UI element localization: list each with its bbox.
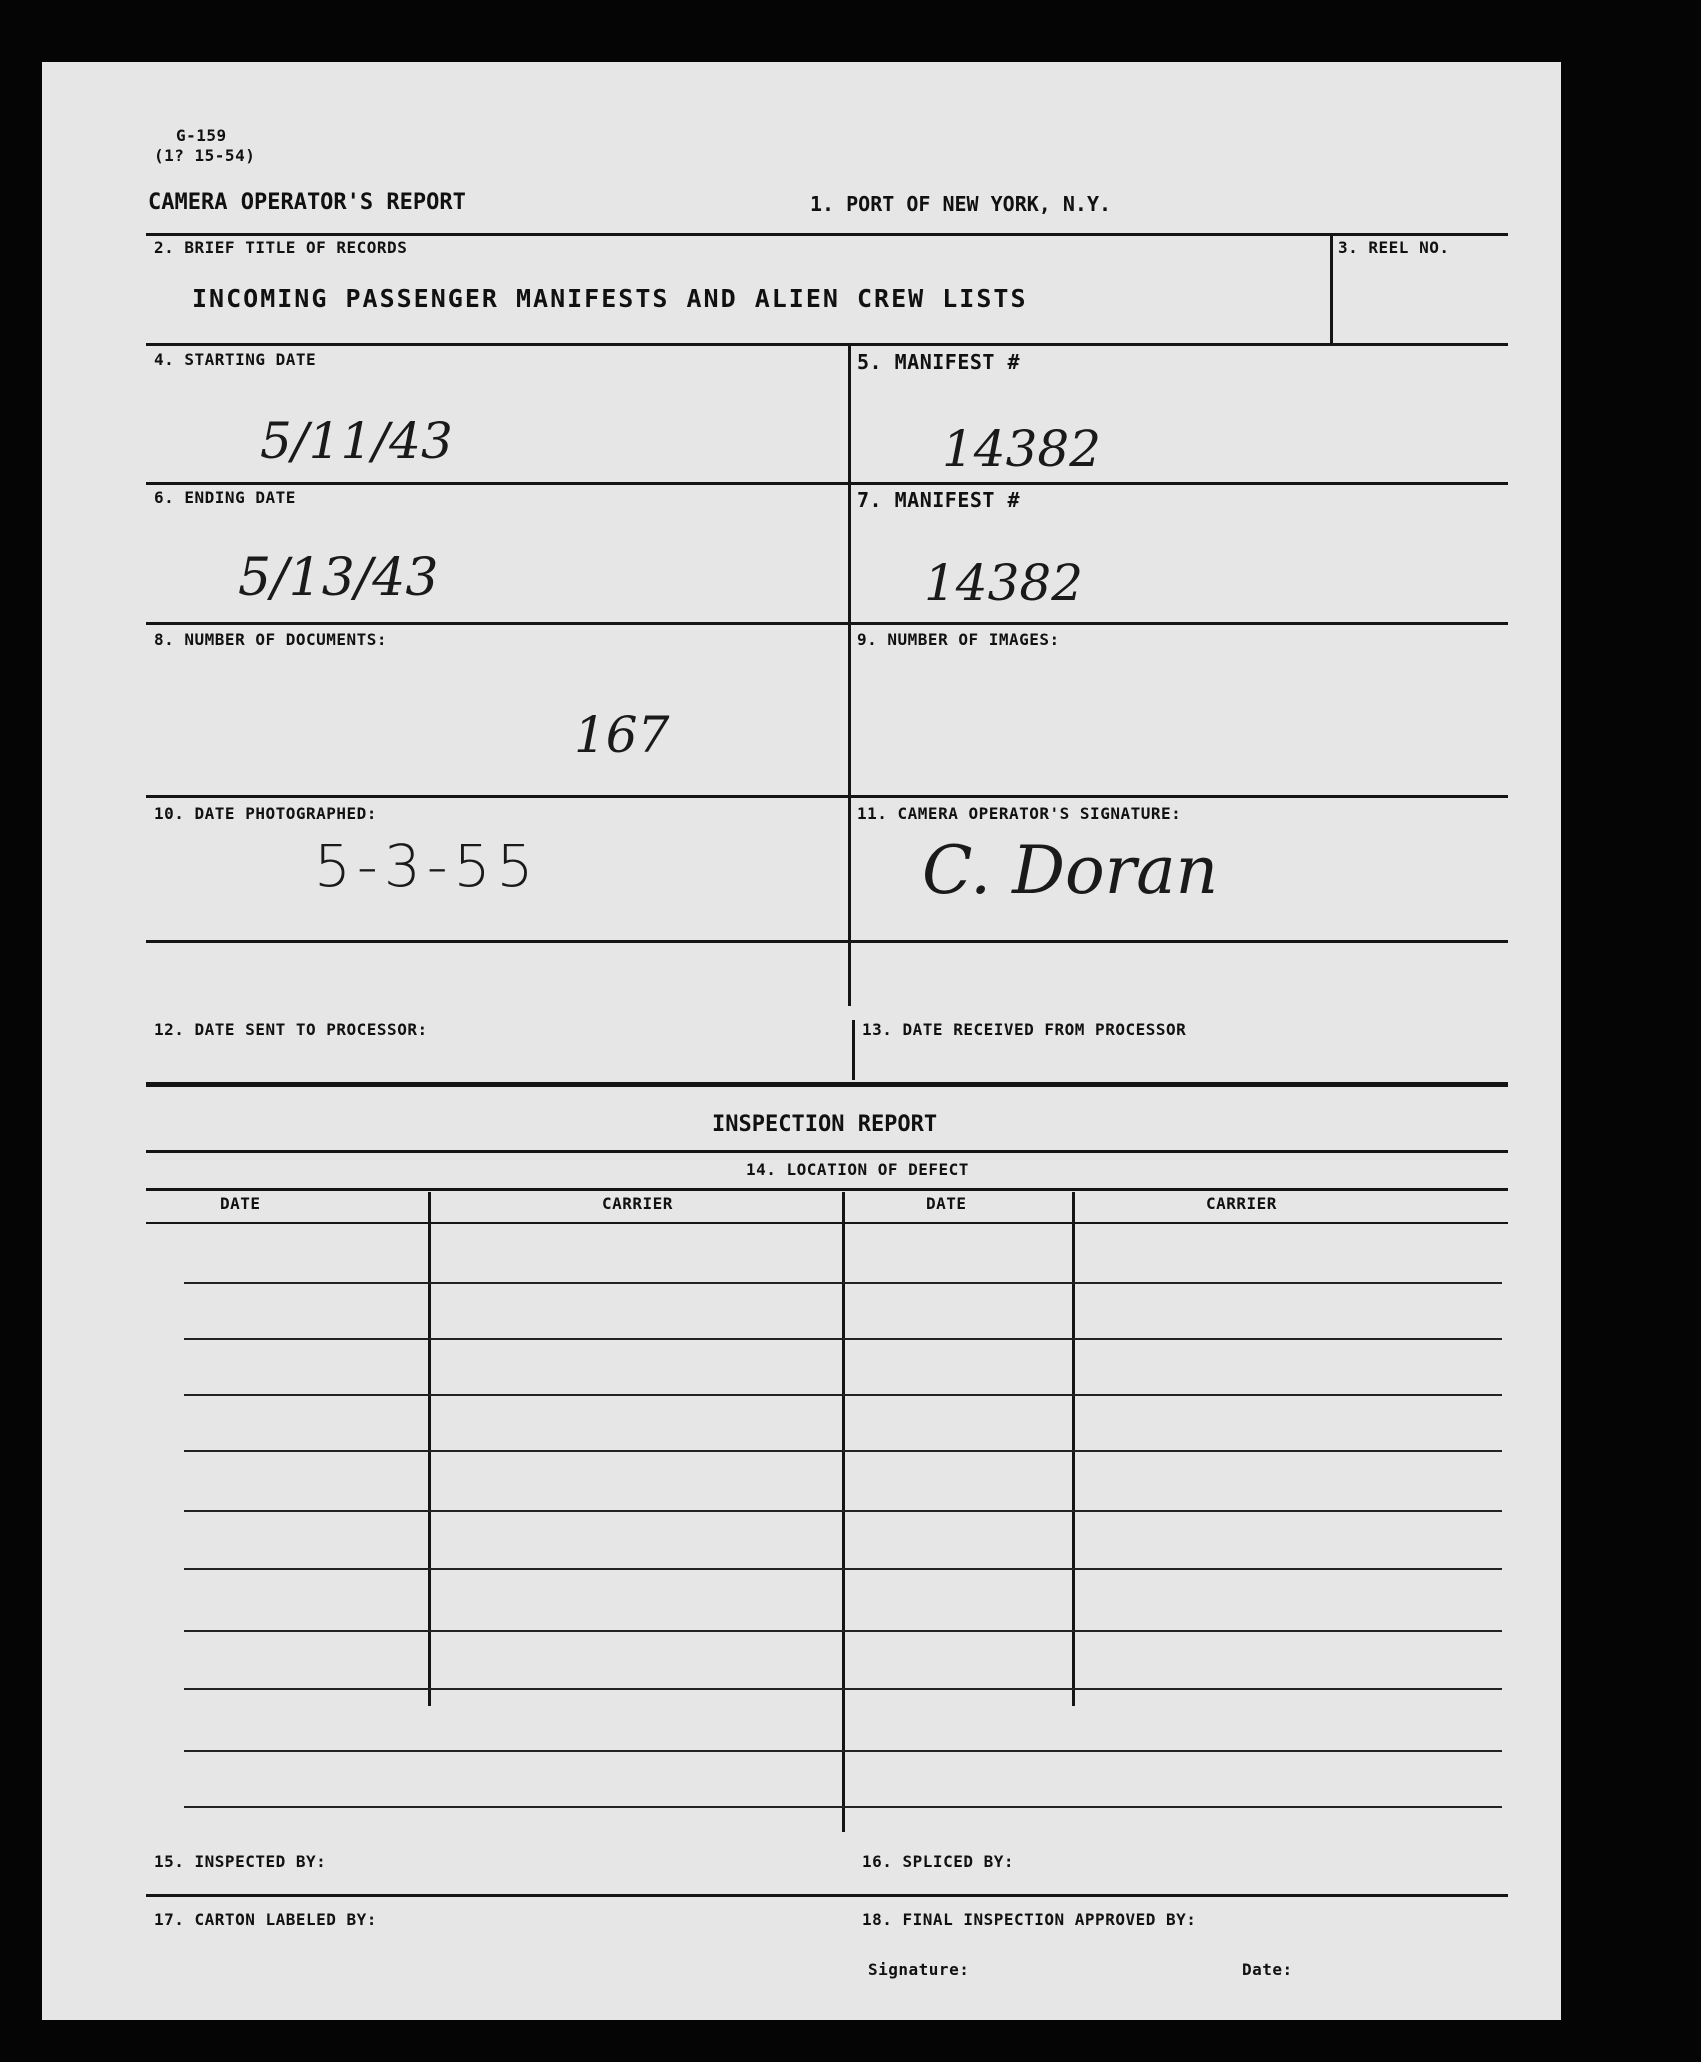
field-6-value: 5/13/43 (238, 548, 439, 608)
rule-row-12 (146, 940, 1508, 943)
date-label: Date: (1242, 1960, 1293, 1979)
defect-row-line (184, 1750, 1502, 1752)
form-code: G-159 (176, 126, 227, 145)
defect-row-line (184, 1510, 1502, 1512)
rule-reel-divider (1330, 233, 1333, 345)
form-page (42, 62, 1561, 2020)
defect-row-line (184, 1282, 1502, 1284)
field-6-label: 6. ENDING DATE (154, 488, 296, 507)
column-divider-2 (842, 1192, 845, 1832)
field-4-value: 5/11/43 (260, 412, 453, 470)
rule-top (146, 233, 1508, 236)
defect-row-line (184, 1568, 1502, 1570)
defect-row-line (184, 1394, 1502, 1396)
defect-row-line (184, 1450, 1502, 1452)
column-header-carrier-2: CARRIER (1206, 1194, 1277, 1213)
rule-row-4 (146, 343, 1508, 346)
defect-row-line (184, 1338, 1502, 1340)
column-header-date-2: DATE (926, 1194, 967, 1213)
field-9-label: 9. NUMBER OF IMAGES: (857, 630, 1060, 649)
rule-row-10 (146, 795, 1508, 798)
rule-defect-header (146, 1188, 1508, 1191)
field-4-label: 4. STARTING DATE (154, 350, 317, 369)
rule-row-15 (146, 1894, 1508, 1897)
field-7-value: 14382 (924, 554, 1084, 612)
defect-row-line (184, 1806, 1502, 1808)
field-11-label: 11. CAMERA OPERATOR'S SIGNATURE: (857, 804, 1182, 823)
defect-row-line (184, 1688, 1502, 1690)
field-10-value: 5-3-55 (314, 832, 540, 900)
field-13-label: 13. DATE RECEIVED FROM PROCESSOR (862, 1020, 1187, 1039)
column-divider-3 (1072, 1192, 1075, 1706)
field-10-label: 10. DATE PHOTOGRAPHED: (154, 804, 377, 823)
field-2-value: INCOMING PASSENGER MANIFESTS AND ALIEN CREW LISTS (192, 284, 1028, 313)
defect-row-line (184, 1630, 1502, 1632)
inspection-heading: INSPECTION REPORT (712, 1112, 938, 1137)
field-17-label: 17. CARTON LABELED BY: (154, 1910, 377, 1929)
rule-13-divider (852, 1020, 855, 1080)
field-5-label: 5. MANIFEST # (857, 350, 1021, 374)
rule-center-divider (848, 343, 851, 1006)
field-16-label: 16. SPLICED BY: (862, 1852, 1014, 1871)
field-5-value: 14382 (942, 420, 1102, 478)
field-18-label: 18. FINAL INSPECTION APPROVED BY: (862, 1910, 1197, 1929)
rule-row-6 (146, 482, 1508, 485)
field-15-label: 15. INSPECTED BY: (154, 1852, 327, 1871)
rule-columns (146, 1222, 1508, 1224)
field-8-label: 8. NUMBER OF DOCUMENTS: (154, 630, 388, 649)
field-12-label: 12. DATE SENT TO PROCESSOR: (154, 1020, 428, 1039)
field-14-label: 14. LOCATION OF DEFECT (746, 1160, 969, 1179)
field-8-value: 167 (574, 706, 670, 764)
rule-inspection-top (146, 1082, 1508, 1087)
signature-label: Signature: (868, 1960, 970, 1979)
form-title: CAMERA OPERATOR'S REPORT (148, 190, 466, 215)
field-11-signature: C. Doran (922, 832, 1219, 909)
rule-inspection-heading (146, 1150, 1508, 1153)
column-divider-1 (428, 1192, 431, 1706)
column-header-date-1: DATE (220, 1194, 261, 1213)
rule-row-8 (146, 622, 1508, 625)
column-header-carrier-1: CARRIER (602, 1194, 673, 1213)
field-3-label: 3. REEL NO. (1338, 238, 1450, 257)
field-7-label: 7. MANIFEST # (857, 488, 1021, 512)
field-2-label: 2. BRIEF TITLE OF RECORDS (154, 238, 408, 257)
form-revision: (1? 15-54) (154, 146, 256, 165)
port-label: 1. PORT OF NEW YORK, N.Y. (810, 192, 1112, 216)
